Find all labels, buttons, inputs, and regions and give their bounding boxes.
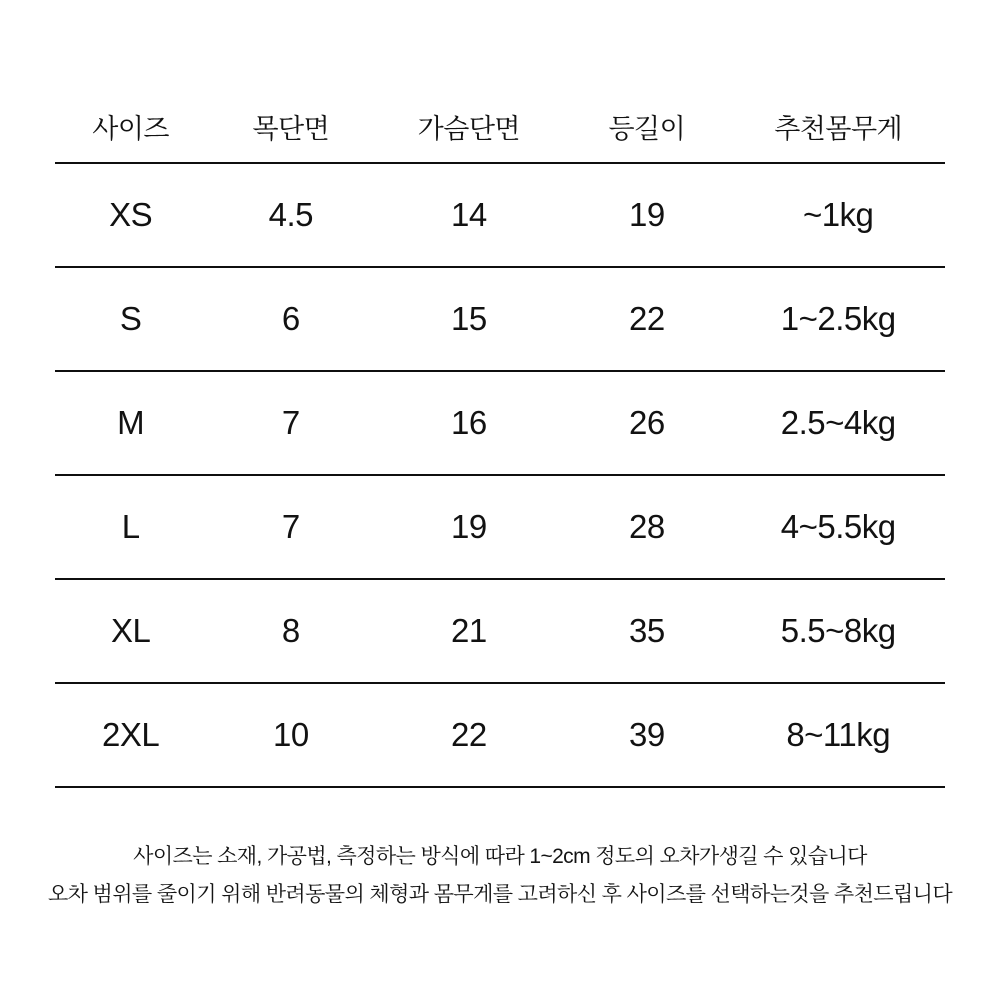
column-header-back-length: 등길이 bbox=[608, 113, 686, 144]
note-line-tolerance: 사이즈는 소재, 가공법, 측정하는 방식에 따라 1~2cm 정도의 오차가생길 수 있습니다 bbox=[133, 845, 867, 868]
table-row bbox=[55, 371, 945, 475]
cell-size: 2XL bbox=[102, 716, 160, 753]
cell-back-length: 35 bbox=[628, 612, 665, 649]
table-row bbox=[55, 579, 945, 683]
table-body bbox=[55, 163, 945, 787]
cell-recommended-weight: 5.5~8kg bbox=[780, 612, 896, 649]
size-table bbox=[55, 90, 945, 788]
cell-back-length: 19 bbox=[628, 196, 665, 233]
cell-neck: 6 bbox=[281, 300, 300, 337]
cell-neck: 7 bbox=[281, 508, 300, 545]
cell-neck: 8 bbox=[281, 612, 300, 649]
cell-neck: 7 bbox=[281, 404, 300, 441]
cell-back-length: 39 bbox=[628, 716, 665, 753]
cell-chest: 16 bbox=[450, 404, 487, 441]
column-header-chest: 가슴단면 bbox=[417, 113, 520, 144]
table-row bbox=[55, 683, 945, 787]
cell-chest: 21 bbox=[450, 612, 487, 649]
note-line-recommendation: 오차 범위를 줄이기 위해 반려동물의 체형과 몸무게를 고려하신 후 사이즈를 선택하는것을 추천드립니다 bbox=[47, 883, 953, 906]
cell-neck: 10 bbox=[272, 716, 309, 753]
column-header-recommended-weight: 추천몸무게 bbox=[774, 113, 903, 144]
cell-size: XL bbox=[110, 612, 151, 649]
cell-chest: 15 bbox=[450, 300, 487, 337]
size-table-container bbox=[55, 90, 945, 788]
table-header-row bbox=[55, 90, 945, 163]
cell-back-length: 22 bbox=[628, 300, 665, 337]
cell-recommended-weight: ~1kg bbox=[802, 196, 874, 233]
cell-back-length: 26 bbox=[628, 404, 665, 441]
cell-recommended-weight: 2.5~4kg bbox=[780, 404, 896, 441]
cell-size: L bbox=[121, 508, 140, 545]
cell-recommended-weight: 8~11kg bbox=[786, 716, 891, 753]
cell-recommended-weight: 1~2.5kg bbox=[780, 300, 896, 337]
cell-chest: 22 bbox=[450, 716, 487, 753]
table-row bbox=[55, 267, 945, 371]
cell-size: M bbox=[117, 404, 145, 441]
cell-back-length: 28 bbox=[628, 508, 665, 545]
column-header-neck: 목단면 bbox=[252, 113, 330, 144]
table-header bbox=[55, 90, 945, 163]
column-header-size: 사이즈 bbox=[92, 113, 170, 144]
cell-chest: 14 bbox=[450, 196, 487, 233]
cell-neck: 4.5 bbox=[268, 196, 314, 233]
cell-size: XS bbox=[109, 196, 153, 233]
disclaimer-notes bbox=[0, 838, 1000, 914]
table-row bbox=[55, 475, 945, 579]
cell-chest: 19 bbox=[450, 508, 487, 545]
cell-recommended-weight: 4~5.5kg bbox=[780, 508, 896, 545]
table-row bbox=[55, 163, 945, 267]
cell-size: S bbox=[119, 300, 142, 337]
